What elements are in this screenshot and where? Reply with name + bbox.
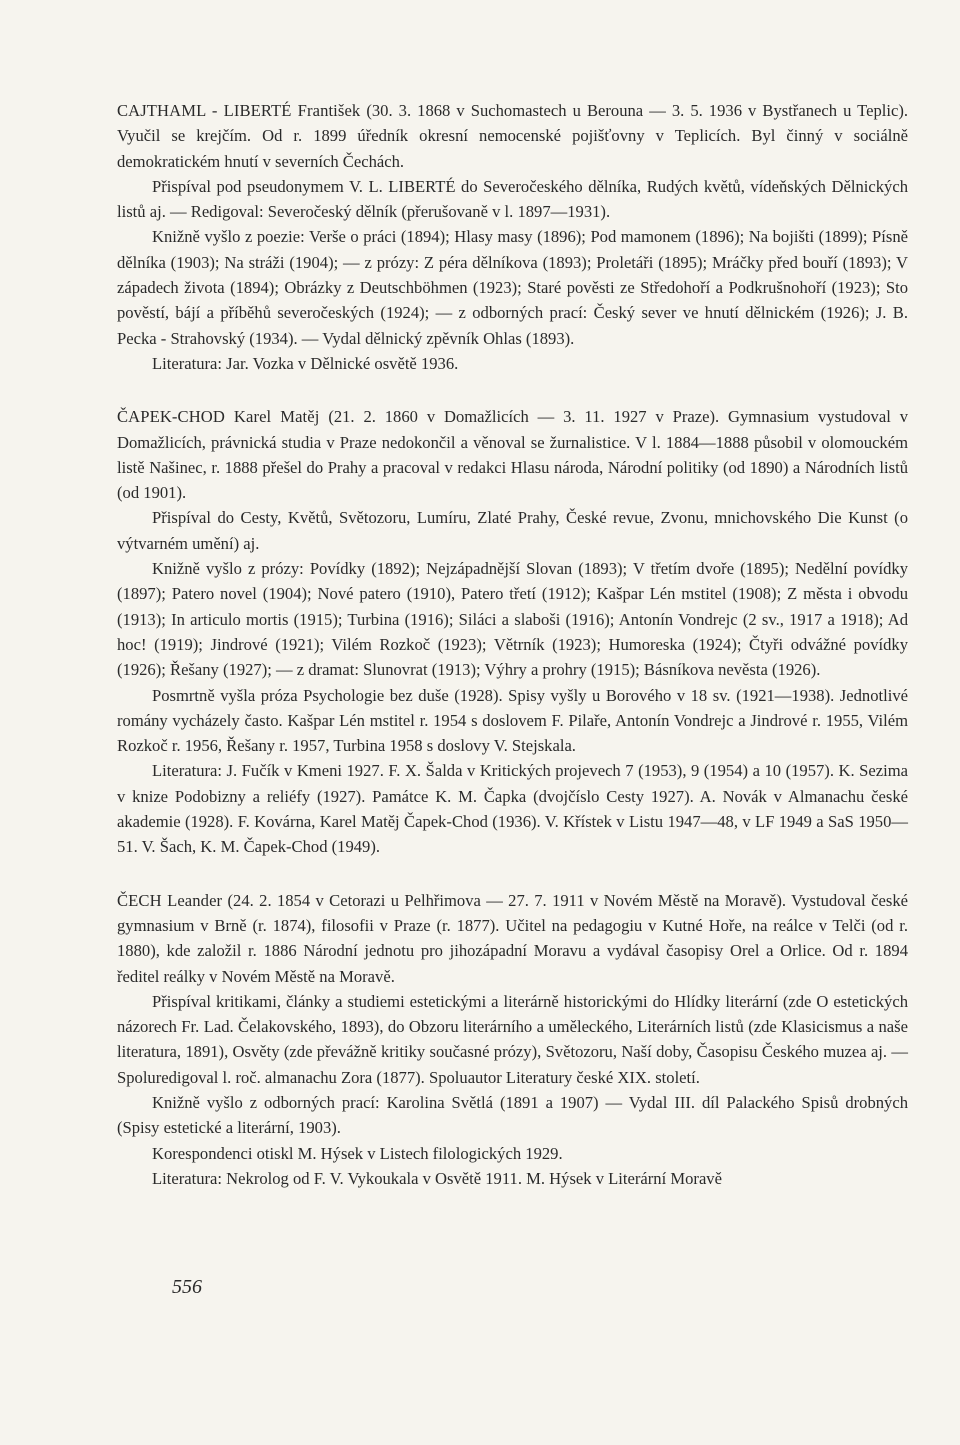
entry-paragraph: Přispíval kritikami, články a studiemi estetickými a literárně historickými do Hlídky literární (zde O estetických názorech Fr. Lad. Čelakovského, 1893), do Obzoru literárního a uměleckého, Literárních listů (zde Klasicismus a naše literatura, 1891), Osvěty (zde převážně kritiky současné prózy), Světozoru, Naší doby, Časopisu Českého muzea aj. — Spoluredigoval l. roč. almanachu Zora (1877). Spoluautor Literatury české XIX. století. <box>117 991 908 1087</box>
entry-name: ČAPEK-CHOD Karel Matěj <box>117 407 320 427</box>
entry-header-paragraph <box>117 98 908 174</box>
entry-paragraph: Knižně vyšlo z prózy: Povídky (1892); Nejzápadnější Slovan (1893); V třetím dvoře (1895); Nedělní povídky (1897); Patero novel (1904); Nové patero (1910), Patero třetí (1912); Kašpar Lén mstitel (1908); Z města i obvodu (1913); In articulo mortis (1915); Turbina (1916); Siláci a slaboši (1916); Antonín Vondrejc (2 sv., 1917 a 1918); Ad hoc! (1919); Jindrové (1921); Vilém Rozkoč (1923); Větrník (1923); Humoreska (1924); Čtyři odvážné povídky (1926); Řešany (1927); — z dramat: Slunovrat (1913); Výhry a prohry (1915); Básníkova nevěsta (1926). <box>117 559 908 680</box>
entry-capek-chod <box>117 404 908 859</box>
entry-header-paragraph <box>117 404 908 505</box>
page-number: 556 <box>172 1276 202 1298</box>
entry-paragraph: Knižně vyšlo z poezie: Verše o práci (1894); Hlasy masy (1896); Pod mamonem (1896); Na bojišti (1899); Písně dělníka (1903); Na stráži (1904); — z prózy: Z péra dělníkova (1893); Proletáři (1895); Mráčky před bouří (1893); V západech života (1894); Obrázky z Deutschböhmen (1923); Staré pověsti ze Středohoří a Podkrušnohoří (1923); Sto pověstí, bájí a příběhů severočeských (1924); — z odborných prací: Český sever ve hnutí dělnickém (1926); J. B. Pecka - Strahovský (1934). — Vydal dělnický zpěvník Ohlas (1893). <box>117 227 908 348</box>
entry-cajthaml <box>117 98 908 376</box>
entry-literature: Literatura: Nekrolog od F. V. Vykoukala v Osvětě 1911. M. Hýsek v Literární Moravě <box>152 1168 722 1188</box>
entry-biography: (30. 3. 1868 v Suchomastech u Berouna — 3. 5. 1936 v Bystřanech u Teplic). Vyučil se krejčím. Od r. 1899 úředník okresní nemocenské pojišťovny v Teplicích. Byl činný v sociálně demokratickém hnutí v severních Čechách. <box>117 101 909 171</box>
entry-cech <box>117 888 908 1192</box>
entry-paragraph: Knižně vyšlo z odborných prací: Karolina Světlá (1891 a 1907) — Vydal III. díl Palackého Spisů drobných (Spisy estetické a literární, 1903). <box>117 1092 908 1138</box>
entry-name: ČECH Leander <box>117 890 223 910</box>
entry-paragraph: Přispíval pod pseudonymem V. L. LIBERTÉ do Severočeského dělníka, Rudých květů, vídeňských Dělnických listů aj. — Redigoval: Severočeský dělník (přerušovaně v l. 1897—1931). <box>117 176 908 222</box>
entry-paragraph: Korespondenci otiskl M. Hýsek v Listech filologických 1929. <box>152 1143 563 1163</box>
entry-literature: Literatura: J. Fučík v Kmeni 1927. F. X. Šalda v Kritických projevech 7 (1953), 9 (1954) a 10 (1957). K. Sezima v knize Podobizny a reliéfy (1927). Památce K. M. Čapka (dvojčíslo Cesty 1927). A. Novák v Almanachu české akademie (1928). F. Kovárna, Karel Matěj Čapek-Chod (1936). V. Křístek v Listu 1947—48, v LF 1949 a SaS 1950—51. V. Šach, K. M. Čapek-Chod (1949). <box>117 761 908 857</box>
entry-name: CAJTHAML - LIBERTÉ František <box>117 101 361 120</box>
entry-literature: Literatura: Jar. Vozka v Dělnické osvětě 1936. <box>152 353 459 373</box>
entry-biography: (24. 2. 1854 v Cetorazi u Pelhřimova — 27. 7. 1911 v Novém Městě na Moravě). Vystudoval české gymnasium v Brně (r. 1874), filosofii v Praze (r. 1877). Učitel na pedagogiu v Kutné Hoře, na reálce v Telči (od r. 1880), kde založil r. 1886 Národní jednotu pro jihozápadní Moravu a vydával časopisy Orel a Orlice. Od r. 1894 ředitel reálky v Novém Městě na Moravě. <box>117 890 908 986</box>
entry-header-paragraph <box>117 888 908 989</box>
entry-paragraph: Posmrtně vyšla próza Psychologie bez duše (1928). Spisy vyšly u Borového v 18 sv. (1921—1938). Jednotlivé romány vycházely často. Kašpar Lén mstitel r. 1954 s doslovem F. Pilaře, Antonín Vondrejc a Jindrové r. 1955, Vilém Rozkoč r. 1956, Řešany r. 1957, Turbina 1958 s doslovy V. Stejskala. <box>117 685 908 756</box>
entry-paragraph: Přispíval do Cesty, Květů, Světozoru, Lumíru, Zlaté Prahy, České revue, Zvonu, mnichovského Die Kunst (o výtvarném umění) aj. <box>117 508 908 553</box>
entry-biography: (21. 2. 1860 v Domažlicích — 3. 11. 1927 v Praze). Gymnasium vystudoval v Domažlicích, právnická studia v Praze nedokončil a věnoval se žurnalistice. V l. 1884—1888 působil v olomouckém listě Našinec, r. 1888 přešel do Prahy a pracoval v redakci Hlasu národa, Národní politiky (od 1890) a Národních listů (od 1901). <box>117 407 908 503</box>
